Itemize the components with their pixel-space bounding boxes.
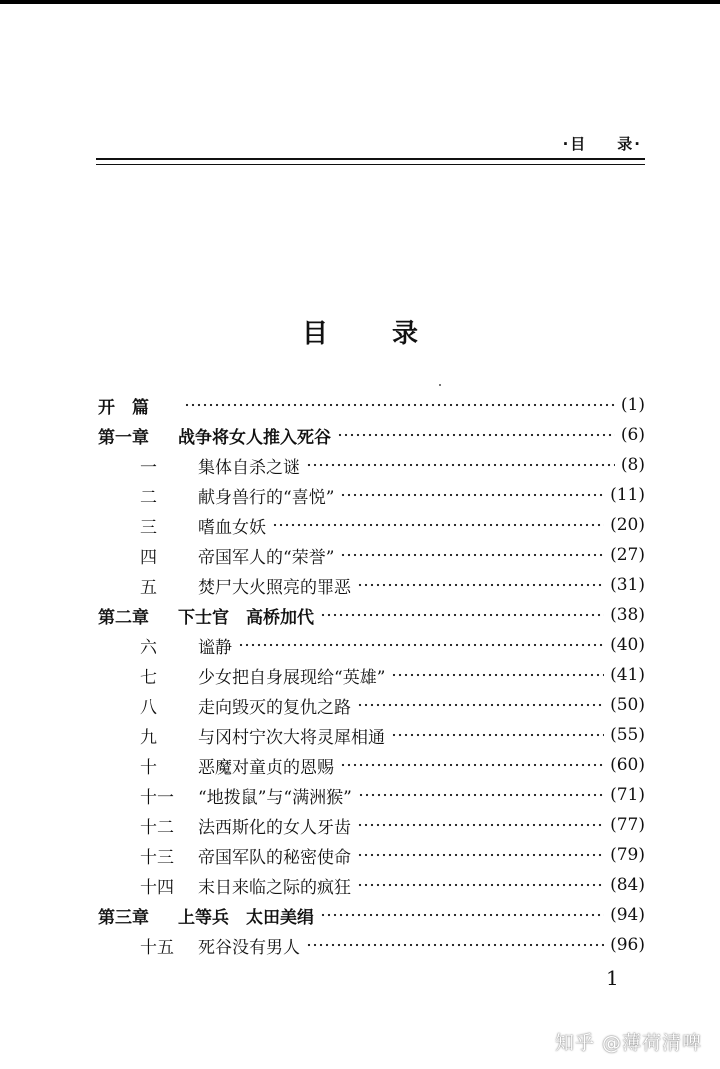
toc-page: (60) — [610, 755, 645, 775]
page-number: 1 — [606, 966, 619, 990]
toc-page: (31) — [610, 575, 645, 595]
toc-page: (27) — [610, 545, 645, 565]
toc-page: (84) — [610, 875, 645, 895]
toc-number: 开 篇 — [98, 397, 149, 418]
dot-leader — [391, 731, 604, 739]
toc-section — [98, 690, 645, 720]
toc-section — [98, 570, 645, 600]
dot-leader — [272, 521, 604, 529]
toc-page: (79) — [610, 845, 645, 865]
header-rule-thin — [96, 164, 645, 165]
toc-section — [98, 720, 645, 750]
toc-title: 谧静 — [198, 637, 232, 658]
print-speck — [439, 384, 441, 386]
toc-page: (11) — [610, 485, 645, 505]
toc-page: (6) — [620, 425, 645, 445]
watermark: 知乎 @薄荷清啤 — [554, 1032, 702, 1054]
toc-section — [98, 870, 645, 900]
dot-leader — [357, 851, 604, 859]
toc-number: 四 — [140, 547, 157, 568]
page-title-right: 录 — [392, 319, 419, 349]
toc-page: (40) — [610, 635, 645, 655]
toc-number: 七 — [140, 667, 157, 688]
toc-number: 二 — [140, 487, 157, 508]
toc-number: 十四 — [140, 877, 174, 898]
table-of-contents — [98, 390, 645, 960]
running-header-left: ·目 — [562, 135, 588, 153]
toc-number: 十三 — [140, 847, 174, 868]
dot-leader — [340, 551, 604, 559]
toc-page: (71) — [610, 785, 645, 805]
dot-leader — [337, 431, 615, 439]
page-title — [0, 313, 720, 350]
header-rule-thick — [96, 158, 645, 160]
toc-section — [98, 540, 645, 570]
dot-leader — [184, 401, 615, 409]
toc-page: (38) — [610, 605, 645, 625]
toc-title: 战争将女人推入死谷 — [178, 427, 331, 448]
toc-number: 八 — [140, 697, 157, 718]
toc-page: (50) — [610, 695, 645, 715]
toc-title: “地拨鼠”与“满洲猴” — [198, 787, 352, 808]
toc-section — [98, 810, 645, 840]
dot-leader — [306, 461, 615, 469]
toc-page: (96) — [610, 935, 645, 955]
toc-page: (94) — [610, 905, 645, 925]
toc-section — [98, 840, 645, 870]
toc-page: (20) — [610, 515, 645, 535]
toc-title: 献身兽行的“喜悦” — [198, 487, 335, 508]
toc-number: 第三章 — [98, 907, 149, 928]
toc-section — [98, 510, 645, 540]
toc-number: 十 — [140, 757, 157, 778]
dot-leader — [357, 881, 604, 889]
dot-leader — [306, 941, 604, 949]
toc-number: 三 — [140, 517, 157, 538]
toc-title: 上等兵 太田美绢 — [178, 907, 314, 928]
toc-number: 十二 — [140, 817, 174, 838]
running-header-right: 录· — [617, 135, 642, 153]
toc-title: 下士官 高桥加代 — [178, 607, 314, 628]
dot-leader — [340, 491, 604, 499]
toc-entry-opening — [98, 390, 645, 420]
toc-section — [98, 630, 645, 660]
dot-leader — [320, 911, 604, 919]
toc-title: 与冈村宁次大将灵犀相通 — [198, 727, 385, 748]
toc-chapter-3 — [98, 900, 645, 930]
toc-section — [98, 780, 645, 810]
toc-chapter-1 — [98, 420, 645, 450]
toc-number: 十一 — [140, 787, 174, 808]
toc-title: 集体自杀之谜 — [198, 457, 300, 478]
toc-chapter-2 — [98, 600, 645, 630]
dot-leader — [320, 611, 604, 619]
toc-page: (8) — [620, 455, 645, 475]
toc-page: (41) — [610, 665, 645, 685]
running-header — [563, 133, 642, 154]
dot-leader — [238, 641, 604, 649]
toc-title: 法西斯化的女人牙齿 — [198, 817, 351, 838]
dot-leader — [340, 761, 604, 769]
dot-leader — [391, 671, 604, 679]
toc-section — [98, 660, 645, 690]
toc-title: 帝国军队的秘密使命 — [198, 847, 351, 868]
dot-leader — [358, 791, 604, 799]
toc-page: (77) — [610, 815, 645, 835]
dot-leader — [357, 821, 604, 829]
toc-section — [98, 930, 645, 960]
toc-title: 死谷没有男人 — [198, 937, 300, 958]
toc-title: 帝国军人的“荣誉” — [198, 547, 335, 568]
toc-title: 嗜血女妖 — [198, 517, 266, 538]
toc-section — [98, 750, 645, 780]
toc-number: 第一章 — [98, 427, 149, 448]
toc-number: 五 — [140, 577, 157, 598]
toc-number: 十五 — [140, 937, 174, 958]
toc-number: 一 — [140, 457, 157, 478]
page-top-border — [0, 0, 720, 4]
toc-title: 少女把自身展现给“英雄” — [198, 667, 386, 688]
toc-number: 第二章 — [98, 607, 149, 628]
page-title-left: 目 — [301, 319, 328, 349]
dot-leader — [357, 581, 604, 589]
toc-page: (55) — [610, 725, 645, 745]
toc-section — [98, 480, 645, 510]
toc-title: 焚尸大火照亮的罪恶 — [198, 577, 351, 598]
toc-title: 走向毁灭的复仇之路 — [198, 697, 351, 718]
toc-section — [98, 450, 645, 480]
toc-number: 九 — [140, 727, 157, 748]
toc-page: (1) — [620, 395, 645, 415]
toc-number: 六 — [140, 637, 157, 658]
toc-title: 恶魔对童贞的恩赐 — [198, 757, 334, 778]
dot-leader — [357, 701, 604, 709]
toc-title: 末日来临之际的疯狂 — [198, 877, 351, 898]
